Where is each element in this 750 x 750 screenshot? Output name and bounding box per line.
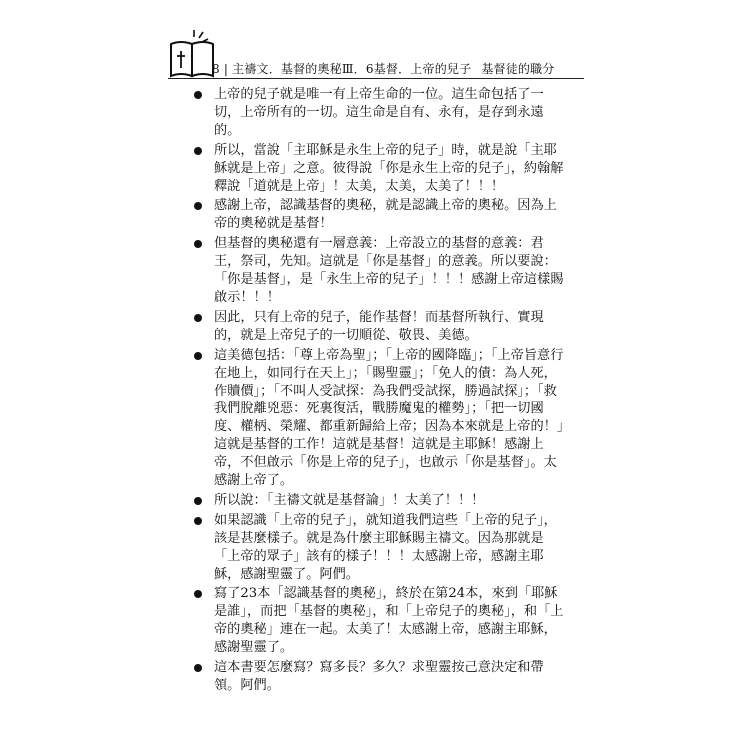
list-item — [192, 142, 564, 196]
bullet-list — [192, 86, 564, 697]
list-item — [192, 512, 564, 584]
paragraph-text: 但基督的奧秘還有一層意義：上帝設立的基督的意義：君王，祭司，先知。這就是「你是基督」的意義。所以要說：「你是基督」，是「永生上帝的兒子」！！！感謝上帝這樣賜啟示！！！ — [214, 236, 564, 305]
bullet-icon — [194, 497, 202, 505]
page-header — [212, 62, 555, 76]
paragraph-text: 因此，只有上帝的兒子，能作基督！而基督所執行、實現的，就是上帝兒子的一切順從、敬畏、美德。 — [214, 309, 544, 343]
bullet-icon — [194, 147, 202, 155]
bullet-icon — [194, 314, 202, 322]
paragraph-text: 如果認識「上帝的兒子」，就知道我們這些「上帝的兒子」，該是甚麼樣子。就是為什麼主耶穌賜主禱文。因為那就是「上帝的眾子」該有的樣子！！！太感謝上帝，感謝主耶穌，感謝聖靈了。阿們。 — [214, 512, 557, 582]
paragraph-text: 感謝上帝，認識基督的奧秘，就是認識上帝的奧秘。因為上帝的奧秘就是基督！ — [214, 198, 557, 232]
bullet-icon — [194, 517, 202, 525]
list-item — [192, 585, 564, 657]
book-title: 主禱文．基督的奧秘Ⅲ．6基督．上帝的兒子 — [232, 62, 472, 76]
bullet-icon — [194, 664, 202, 672]
list-item — [192, 86, 564, 140]
list-item — [192, 309, 564, 345]
page-number: 8 — [212, 62, 220, 76]
list-item — [192, 235, 564, 307]
paragraph-text: 所以，當說「主耶穌是永生上帝的兒子」時，就是說「主耶穌就是上帝」之意。彼得說「你是永生上帝的兒子」，約翰解釋說「道就是上帝」！太美，太美，太美了！！！ — [214, 142, 564, 194]
list-item — [192, 492, 564, 510]
list-item — [192, 659, 564, 695]
open-book-cross-icon — [168, 28, 216, 78]
paragraph-text: 寫了23本「認識基督的奧秘」，終於在第24本，來到「耶穌是誰」，而把「基督的奧秘」，和「上帝兒子的奧秘」，和「上帝的奧秘」連在一起。太美了！太感謝上帝，感謝主耶穌，感謝聖靈了。 — [214, 586, 564, 656]
header-rule — [168, 78, 584, 79]
bullet-icon — [194, 202, 202, 210]
bullet-icon — [194, 91, 202, 99]
header-separator: | — [223, 62, 229, 76]
bullet-icon — [194, 590, 202, 598]
paragraph-text: 這美德包括：「尊上帝為聖」；「上帝的國降臨」；「上帝旨意行在地上，如同行在天上」；「賜聖靈」；「免人的債：為人死，作贖價」；「不叫人受試探：為我們受試探，勝過試探」；「救我們脫離兇惡：死裏復活，戰勝魔鬼的權勢」；「把一切國度、權柄、榮耀、都重新歸給上帝；因為本來就是上帝的！」這就是基督的工作！這就是基督！這就是主耶穌！感謝上帝，不但啟示「你是上帝的兒子」，也啟示「你是基督」。太感謝上帝了。 — [214, 347, 564, 489]
list-item — [192, 347, 564, 490]
bullet-icon — [194, 240, 202, 248]
paragraph-text: 所以說：「主禱文就是基督論」！太美了！！！ — [214, 492, 485, 508]
paragraph-text: 上帝的兒子就是唯一有上帝生命的一位。這生命包括了一切，上帝所有的一切。這生命是自有、永有，是存到永遠的。 — [214, 87, 544, 138]
section-title: 基督徒的職分 — [481, 62, 555, 76]
paragraph-text: 這本書要怎麼寫？寫多長？多久？求聖靈按己意決定和帶領。阿們。 — [214, 660, 544, 693]
list-item — [192, 197, 564, 233]
bullet-icon — [194, 352, 202, 360]
